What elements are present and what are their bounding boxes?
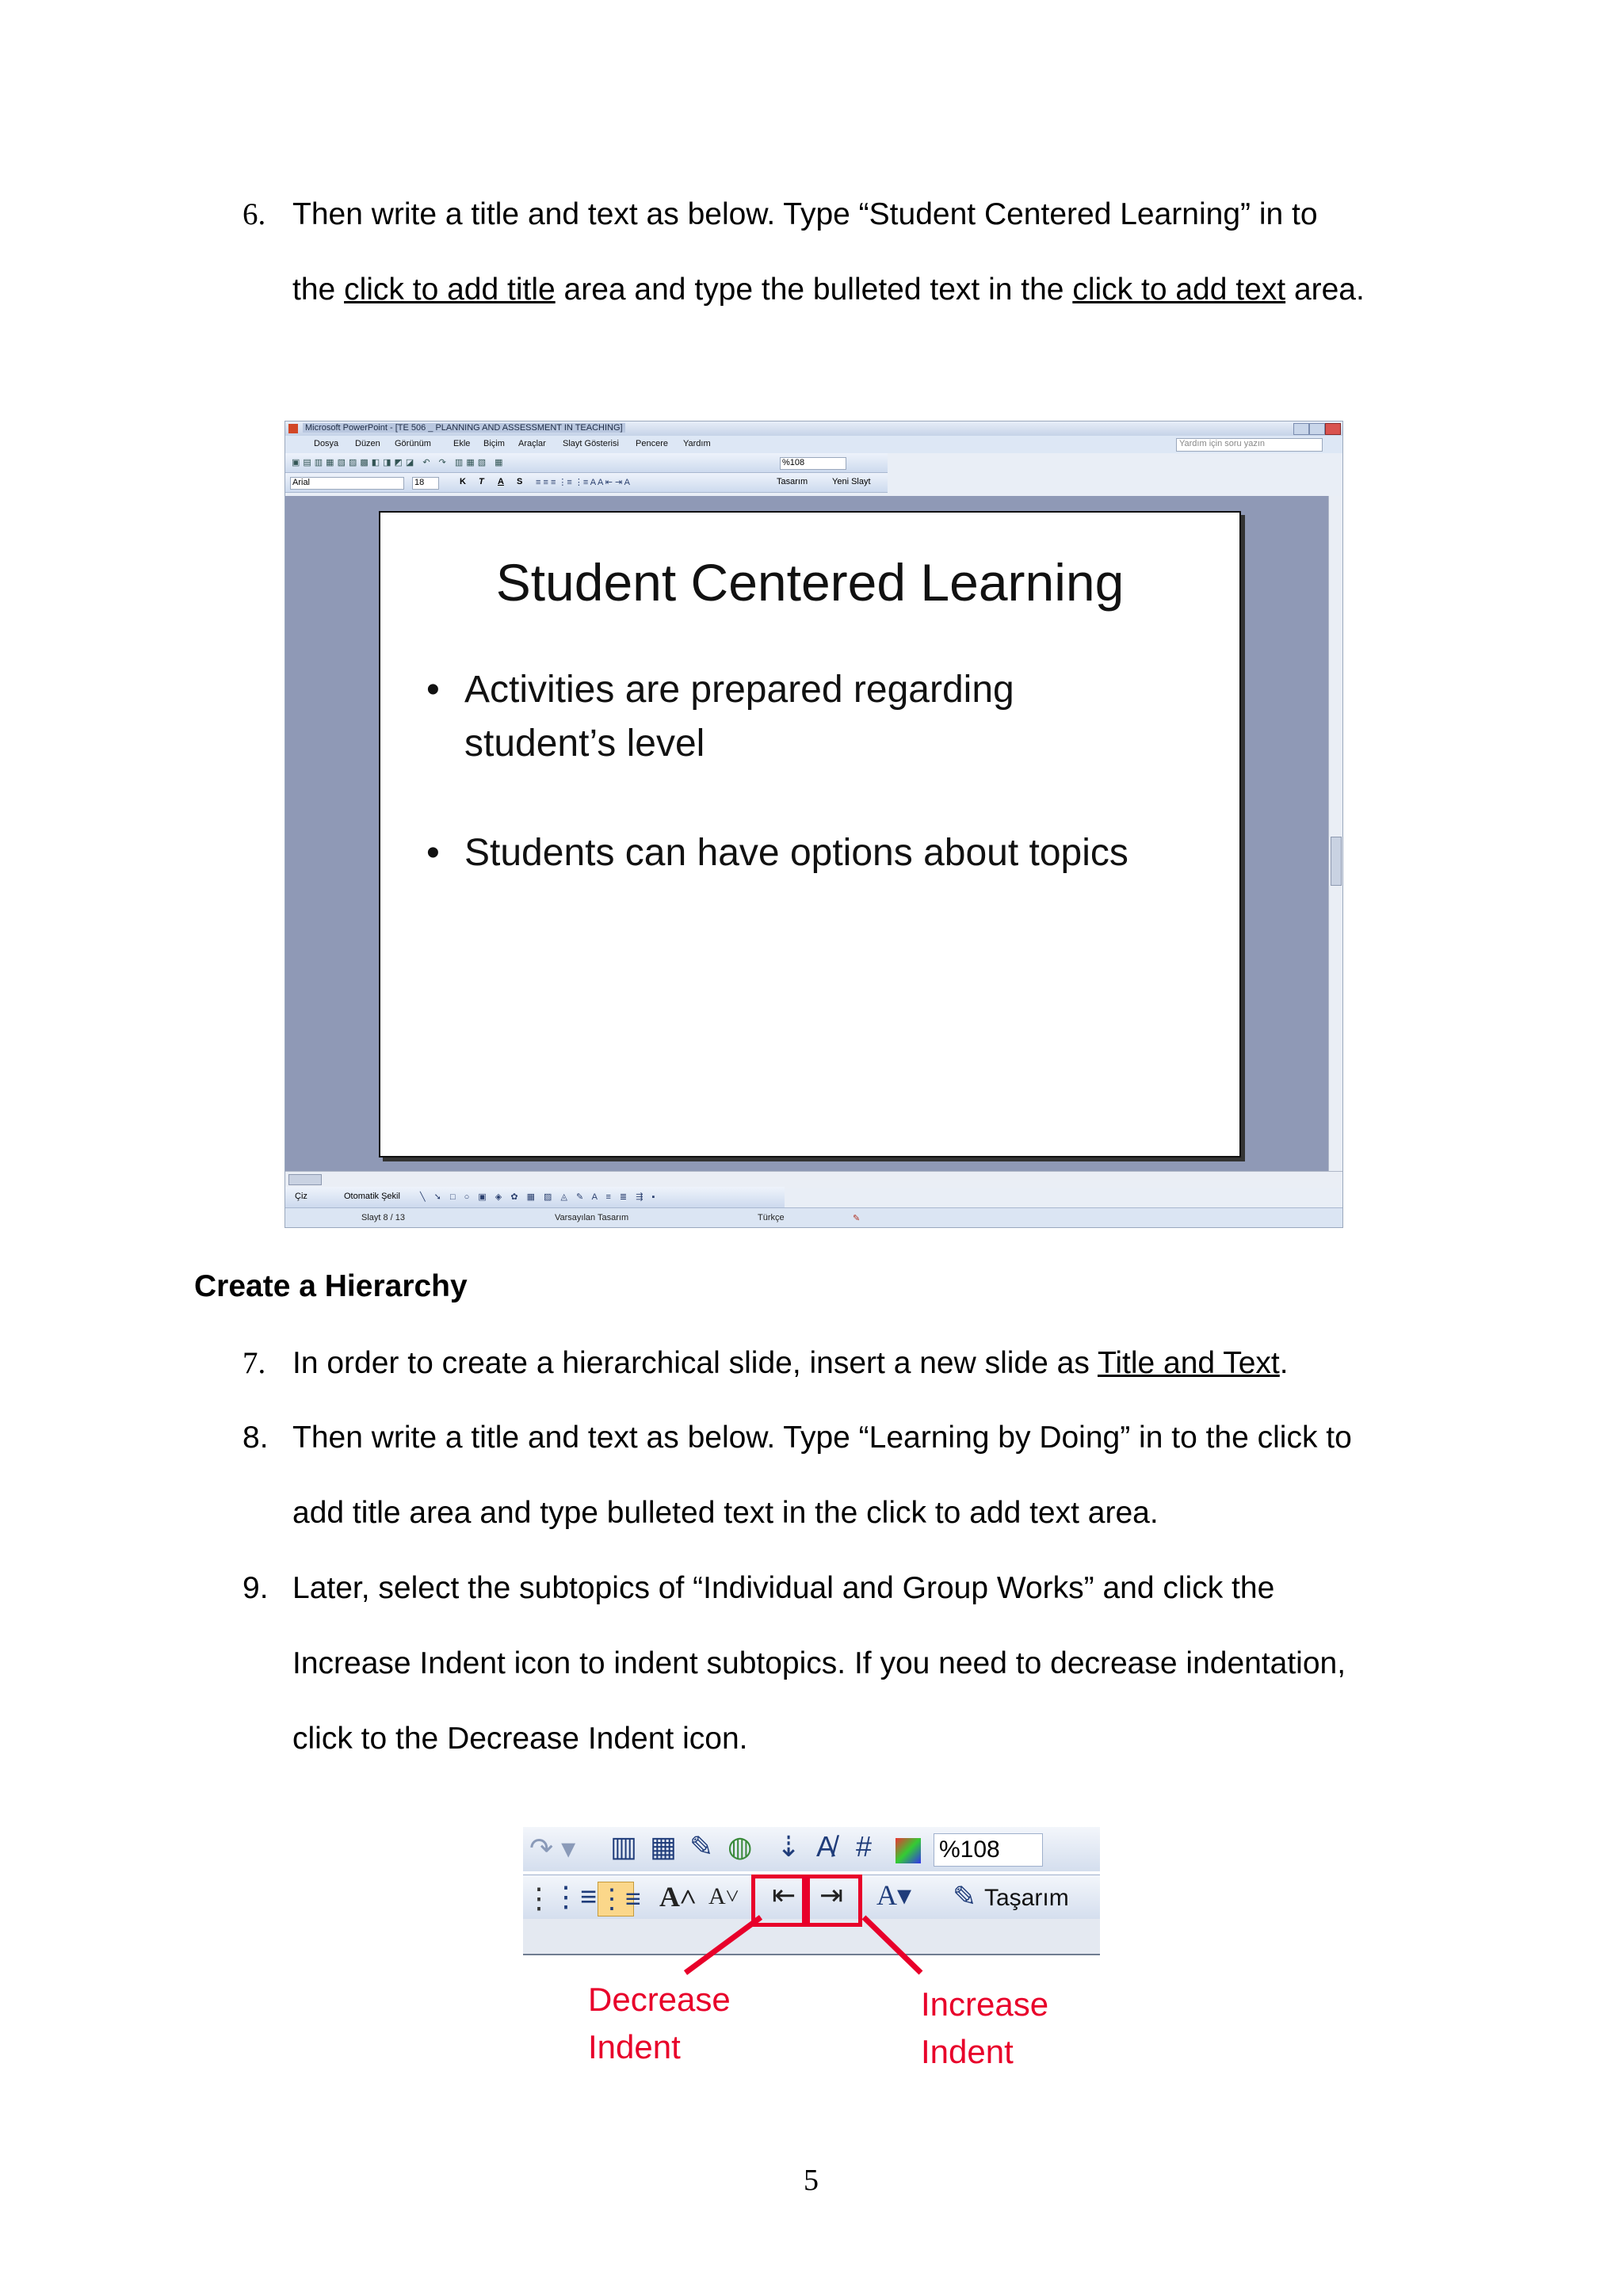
- powerpoint-icon: [288, 424, 298, 433]
- menu-dosya[interactable]: Dosya: [314, 439, 339, 448]
- step-6-text-2: [292, 271, 1365, 309]
- decrease-indent-icon[interactable]: ⇤: [772, 1878, 796, 1911]
- step-6-line-1: [242, 196, 265, 234]
- increase-label-line-2: Indent: [921, 2033, 1014, 2070]
- window-title: Microsoft PowerPoint - [TE 506 _ PLANNING AND ASSESSMENT IN TEACHING]: [303, 423, 625, 433]
- font-size-select[interactable]: 18: [412, 477, 439, 490]
- toolbar-row-1: [523, 1827, 1100, 1871]
- horizontal-scrollbar[interactable]: [285, 1171, 1342, 1188]
- bold-button[interactable]: K: [460, 477, 466, 486]
- increase-indent-label: [921, 1981, 1048, 2076]
- bullet-2-line-1[interactable]: Students can have options about topics: [464, 832, 1128, 874]
- text: area and type the bulleted text in the: [555, 273, 1073, 307]
- step-number: 7.: [242, 1346, 266, 1380]
- slide-title[interactable]: Student Centered Learning: [495, 553, 1125, 612]
- alignment-icons[interactable]: ≡ ≡ ≡ ⋮≡ ⋮≡ A A ⇤ ⇥ A: [536, 478, 631, 487]
- standard-toolbar: [285, 453, 888, 473]
- increase-callout-line: [864, 1917, 921, 1973]
- text: area.: [1285, 273, 1365, 307]
- toolbar-grip-icon: ⋮: [525, 1882, 553, 1914]
- formatting-toolbar: [285, 473, 888, 493]
- autoshapes-menu[interactable]: Otomatik Şekil: [344, 1192, 400, 1201]
- status-design: Varsayılan Tasarım: [555, 1213, 629, 1222]
- step-8-line-2: add title area and type bulleted text in the click to add text area.: [292, 1496, 1159, 1530]
- show-formatting-icon: A̸: [816, 1830, 836, 1863]
- step-8-line-1: Then write a title and text as below. Type “Learning by Doing” in to the click to: [292, 1421, 1352, 1455]
- menu-duzen[interactable]: Düzen: [355, 439, 380, 448]
- edit-icon: ✎: [689, 1830, 714, 1863]
- status-slide-count: Slayt 8 / 13: [361, 1213, 406, 1222]
- color-grayscale-icon: [896, 1838, 921, 1863]
- bullet-1-line-2[interactable]: student’s level: [464, 723, 705, 765]
- menu-slayt-gosterisi[interactable]: Slayt Gösterisi: [563, 439, 619, 448]
- menu-ekle[interactable]: Ekle: [453, 439, 471, 448]
- decrease-label-line-1: Decrease: [588, 1981, 731, 2018]
- click-to-add-title-ref: click to add title: [344, 273, 556, 307]
- numbering-icon: ⋮≡: [552, 1880, 598, 1913]
- italic-button[interactable]: T: [479, 477, 484, 486]
- underline-button[interactable]: A: [498, 477, 504, 486]
- font-color-icon[interactable]: A▾: [876, 1879, 912, 1911]
- text: the: [292, 273, 345, 307]
- step-number: 9.: [242, 1571, 269, 1605]
- menu-yardim[interactable]: Yardım: [683, 439, 711, 448]
- decrease-label-line-2: Indent: [588, 2028, 681, 2065]
- scroll-thumb[interactable]: [1331, 837, 1342, 886]
- slide-canvas[interactable]: [379, 511, 1241, 1158]
- font-name-select[interactable]: Arial: [290, 477, 404, 490]
- close-icon[interactable]: [1325, 423, 1341, 435]
- decrease-font-size-icon[interactable]: A˅: [708, 1883, 739, 1909]
- help-search-input[interactable]: Yardım için soru yazın: [1176, 438, 1323, 452]
- powerpoint-screenshot: [285, 421, 1343, 1228]
- increase-indent-icon[interactable]: ⇥: [819, 1878, 844, 1911]
- increase-font-size-icon[interactable]: A˄: [659, 1881, 697, 1913]
- insert-table-icon: ▦: [650, 1830, 678, 1863]
- hyperlink-globe-icon: ◍: [727, 1830, 753, 1863]
- menu-pencere[interactable]: Pencere: [636, 439, 668, 448]
- step-6-text-1: Then write a title and text as below. Type “Student Centered Learning” in to: [292, 197, 1318, 231]
- text: In order to create a hierarchical slide, insert a new slide as: [292, 1346, 1098, 1380]
- shadow-button[interactable]: S: [517, 477, 523, 486]
- draw-menu[interactable]: Çiz: [295, 1192, 307, 1201]
- title-and-text-ref: Title and Text: [1097, 1346, 1280, 1380]
- step-7-text: [292, 1344, 1289, 1383]
- text: .: [1279, 1346, 1289, 1380]
- grid-icon: #: [856, 1830, 873, 1863]
- menu-araclar[interactable]: Araçlar: [518, 439, 546, 448]
- window-titlebar: [285, 421, 1342, 436]
- bullet-dot-icon: •: [426, 669, 440, 711]
- status-language: Türkçe: [758, 1213, 785, 1222]
- redo-icon: ↷ ▾: [529, 1832, 576, 1864]
- drawing-toolbar: [285, 1187, 785, 1207]
- toolbar-icons[interactable]: ▣▤▥▦▧▨▩◧◨◩◪ ↶ ↷ ▥▦▧ ▦: [292, 458, 506, 467]
- status-bar: [285, 1207, 1342, 1228]
- zoom-select[interactable]: %108: [934, 1833, 1043, 1867]
- shape-icons[interactable]: ╲ ➘ □ ○ ▣ ◈ ✿ ▦ ▨ ◬ ✎ A ≡ ≣ ⇶ ▪: [420, 1192, 659, 1202]
- minimize-icon[interactable]: [1293, 423, 1309, 435]
- new-slide-button[interactable]: Yeni Slayt: [832, 477, 871, 486]
- spellcheck-icon: ✎: [853, 1214, 861, 1223]
- bullets-icon[interactable]: ⋮≡: [598, 1882, 634, 1917]
- zoom-select[interactable]: %108: [780, 457, 846, 470]
- step-9-line-2: Increase Indent icon to indent subtopics. If you need to decrease indentation,: [292, 1646, 1346, 1680]
- restore-icon[interactable]: [1309, 423, 1325, 435]
- view-buttons[interactable]: [288, 1174, 322, 1185]
- design-button[interactable]: Taşarım: [984, 1885, 1069, 1911]
- step-9-line-1: Later, select the subtopics of “Individual and Group Works” and click the: [292, 1571, 1275, 1605]
- bullet-1-line-1[interactable]: Activities are prepared regarding: [464, 669, 1014, 711]
- design-button[interactable]: Tasarım: [777, 477, 808, 486]
- design-icon: ✎: [953, 1880, 977, 1913]
- decrease-indent-label: [588, 1976, 731, 2071]
- increase-label-line-1: Increase: [921, 1985, 1049, 2023]
- step-9-line-3: click to the Decrease Indent icon.: [292, 1722, 748, 1756]
- click-to-add-text-ref: click to add text: [1072, 273, 1286, 307]
- menu-bar: [285, 436, 1342, 453]
- decrease-callout-line: [685, 1917, 761, 1973]
- expand-all-icon: ⇣: [777, 1830, 801, 1863]
- step-number: 6.: [242, 197, 266, 231]
- page-number: 5: [804, 2164, 819, 2197]
- menu-bicim[interactable]: Biçim: [483, 439, 505, 448]
- menu-gorunum[interactable]: Görünüm: [395, 439, 431, 448]
- bullet-dot-icon: •: [426, 832, 440, 874]
- section-heading: Create a Hierarchy: [194, 1269, 468, 1303]
- insert-chart-icon: ▥: [610, 1830, 638, 1863]
- step-number: 8.: [242, 1421, 269, 1455]
- vertical-scrollbar[interactable]: [1328, 496, 1343, 1171]
